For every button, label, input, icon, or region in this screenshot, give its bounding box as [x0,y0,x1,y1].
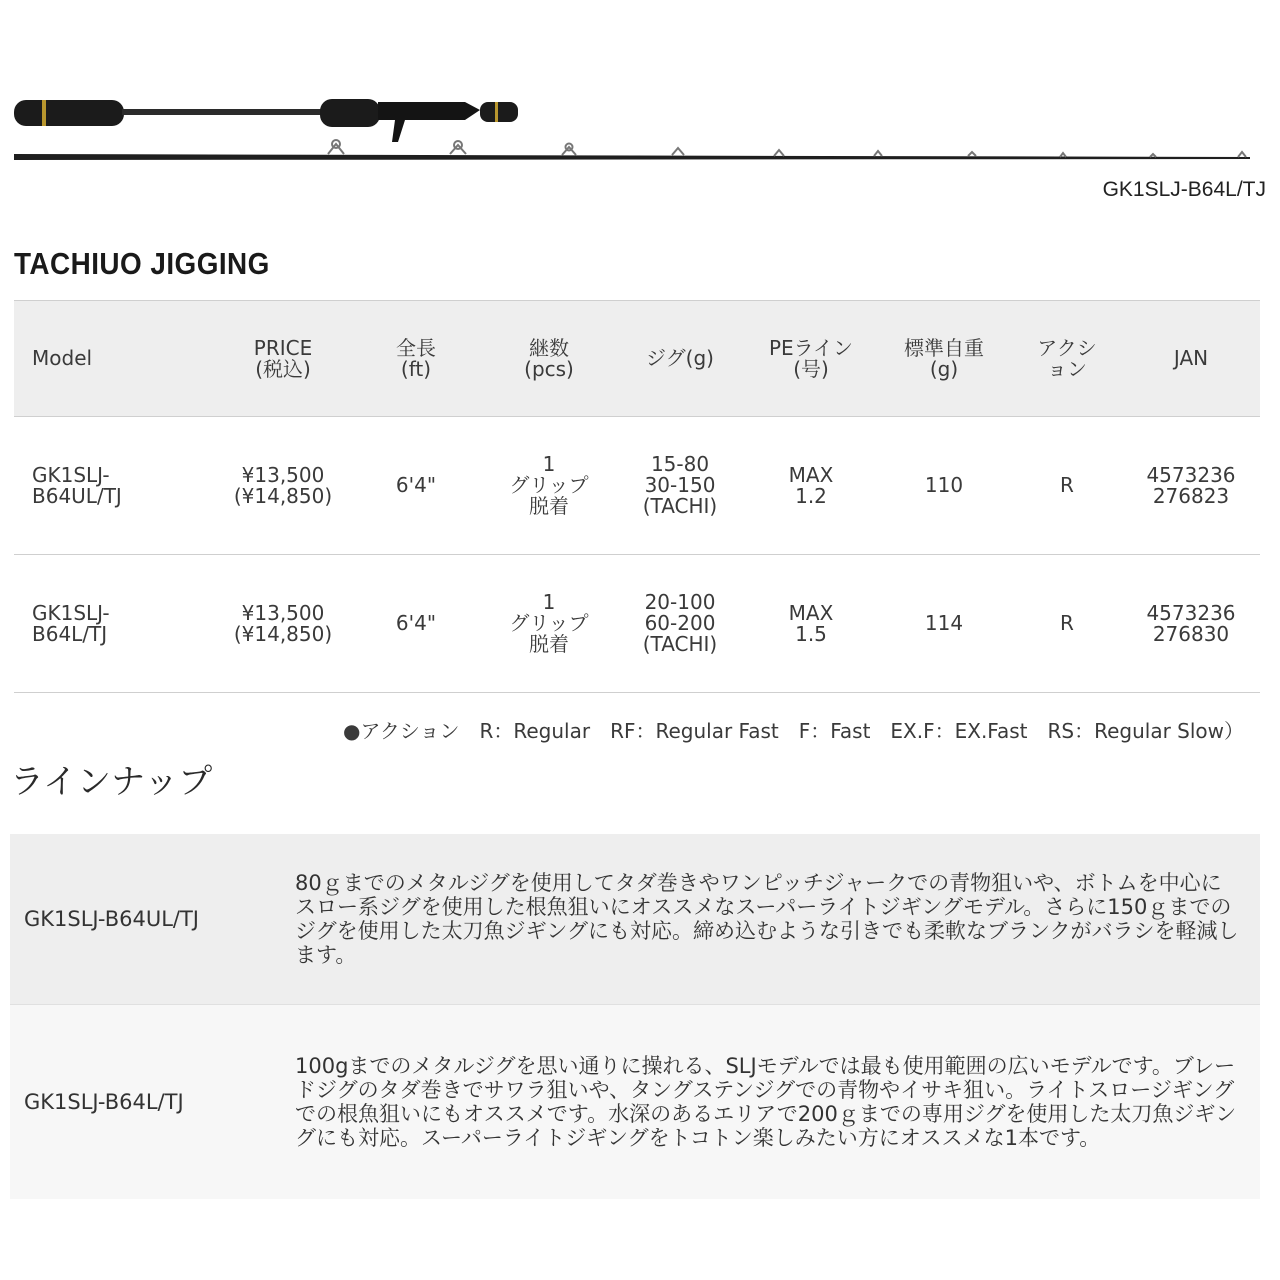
cell-weight: 110 [924,473,964,497]
rod-guides [328,140,1246,157]
spec-row [14,417,1260,555]
rod-reel-seat [378,102,480,142]
spec-header-row [14,301,1260,417]
header-action: アクシ ョン [1037,335,1097,381]
cell-action: R [1060,611,1074,635]
cell-pe-line: MAX 1.5 [788,600,834,646]
header-pe-line: PEライン (号) [768,335,854,381]
cell-length: 6'4" [395,473,437,497]
rod-fore-grip [320,99,380,127]
rod-shaft [122,109,322,115]
rod-butt-ring [42,100,46,126]
spec-row [14,555,1260,693]
cell-length: 6'4" [395,611,437,635]
cell-pe-line: MAX 1.2 [788,462,834,508]
lineup-row [10,1004,1260,1199]
cell-pieces: 1 グリップ 脱着 [509,590,589,656]
cell-jan: 4573236 276830 [1146,600,1236,646]
cell-model: GK1SLJ- B64L/TJ [32,600,110,646]
lineup-model: GK1SLJ-B64L/TJ [24,1090,184,1114]
cell-price: ¥13,500 (¥14,850) [233,600,333,646]
lineup-description: 80ｇまでのメタルジグを使用してタダ巻きやワンピッチジャークでの青物狙いや、ボトムを中心にスロー系ジグを使用した根魚狙いにオススメなスーパーライトジギングモデル。さらに150ｇまでのジグを使用した太刀魚ジギングにも対応。締め込むような引きでも柔軟なブランクがバラシを軽減します。 [295,871,1239,967]
cell-jig: 15-80 30-150 (TACHI) [642,452,718,518]
lineup-table [10,834,1260,1199]
header-weight: 標準自重 (g) [904,335,984,381]
header-price: PRICE (税込) [253,335,313,381]
cell-price: ¥13,500 (¥14,850) [233,462,333,508]
header-length: 全長 (ft) [396,335,436,381]
lineup-row [10,834,1260,1004]
rod-front-ring [495,102,498,122]
cell-action: R [1060,473,1074,497]
header-jan: JAN [1173,346,1209,370]
cell-pieces: 1 グリップ 脱着 [509,452,589,518]
spec-table [14,300,1260,693]
header-model: Model [32,346,93,370]
rod-front-grip [480,102,518,122]
cell-weight: 114 [924,611,964,635]
lineup-title: ラインナップ [10,762,213,802]
rod-butt-grip [14,100,124,126]
lineup-description: 100gまでのメタルジグを思い通りに操れる、SLJモデルでは最も使用範囲の広いモデルです。ブレードジグのタダ巻きでサワラ狙いや、タングステンジグでの青物やイサキ狙い。ライトスロージギングでの根魚狙いにもオススメです。水深のあるエリアで200ｇまでの専用ジグを使用した太刀魚ジギングにも対応。スーパーライトジギングをトコトン楽しみたい方にオススメな1本です。 [295,1054,1237,1150]
cell-jig: 20-100 60-200 (TACHI) [642,590,718,656]
action-legend: ●アクション R：Regular RF：Regular Fast F：Fast EX.F：EX.Fast RS：Regular Slow） [343,719,1244,743]
cell-jan: 4573236 276823 [1146,462,1236,508]
header-jig: ジグ(g) [646,346,714,370]
rod-caption: GK1SLJ-B64L/TJ [1102,178,1266,201]
rod-image [10,90,1270,170]
cell-model: GK1SLJ- B64UL/TJ [32,462,122,508]
lineup-model: GK1SLJ-B64UL/TJ [24,907,200,931]
header-pieces: 継数 (pcs) [524,335,574,381]
series-title: TACHIUO JIGGING [14,246,270,281]
